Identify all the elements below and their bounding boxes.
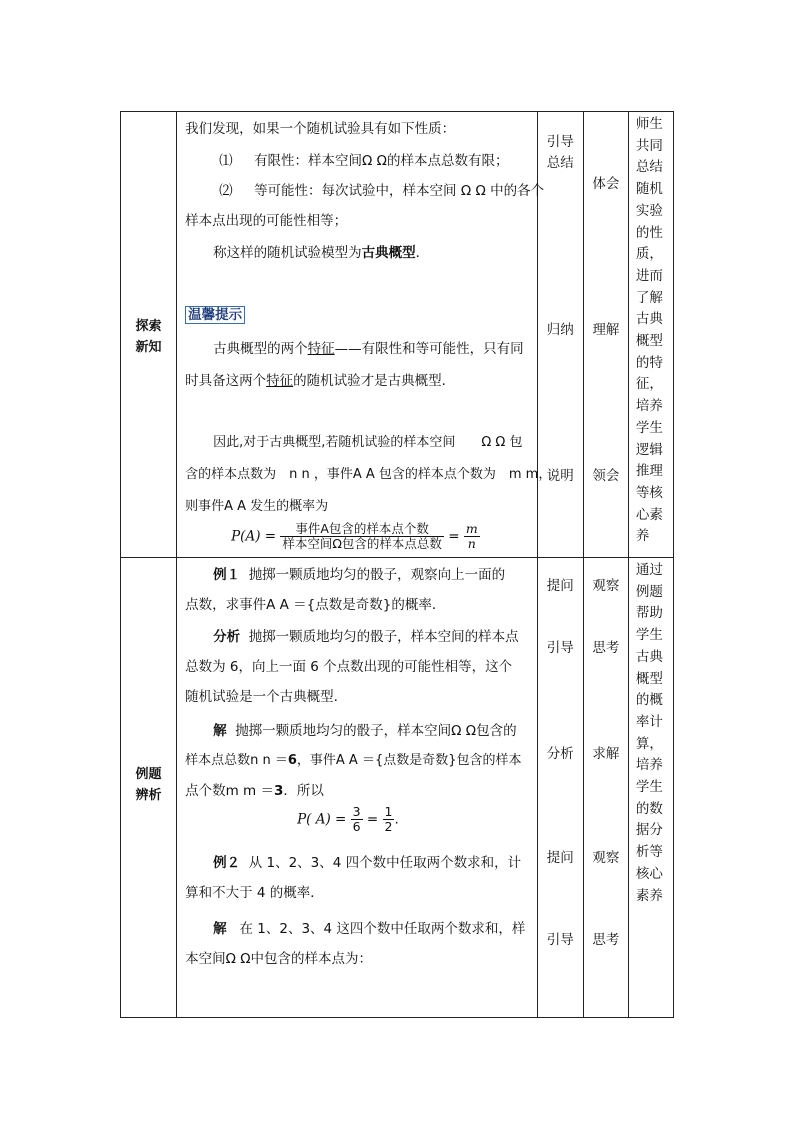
section-label: 探索 新知 xyxy=(135,319,162,355)
paragraph: 我们发现，如果一个随机试验具有如下性质： xyxy=(185,121,456,137)
analysis-label: 分析 xyxy=(213,629,241,645)
teacher-activity-cell: 提问 引导 分析 提问 引导 xyxy=(537,558,583,1018)
tip-text: 古典概型的两个特征——有限性和等可能性，只有同 xyxy=(213,341,524,357)
section-label: 例题 辨析 xyxy=(135,767,162,803)
content-cell xyxy=(177,558,538,1018)
solution-label: 解 xyxy=(213,921,227,937)
formula-fraction: $\frac{\text{事件A包含的样本点个数}}{\text{样本空间Ω包含的样本点总数}}$ xyxy=(282,521,442,551)
design-intent-cell: 通过例题帮助学生古典概型的概率计算，培养学生的数据分析等核心素养 xyxy=(628,558,673,1018)
lesson-plan-table xyxy=(120,111,674,1018)
paragraph: 则事件A A 发生的概率为 xyxy=(185,499,329,514)
paragraph: 含的样本点数为 n n ，事件A A 包含的样本点个数为 m m， xyxy=(185,467,552,482)
list-item: ⑵ 等可能性：每次试验中，样本空间 Ω Ω 中的各个 xyxy=(219,183,545,199)
list-item-continuation: 样本点出现的可能性相等； xyxy=(185,213,348,229)
example-2: 例２ 从 1、2、3、4 四个数中任取两个数求和，计 xyxy=(213,855,522,871)
tip-box xyxy=(185,306,245,324)
probability-formula: P(A) = $\frac{\text{事件A包含的样本点个数}}{\text{样本空间Ω包含的样本点总数}}$ = $\frac{m}{n}$ xyxy=(231,521,478,551)
analysis-cont: 总数为 6，向上一面 6 个点数出现的可能性相等，这个 xyxy=(185,659,513,675)
solution-cont: 点个数m m ＝3．所以 xyxy=(185,783,324,799)
solution-label: 解 xyxy=(213,723,227,739)
list-marker: ⑵ xyxy=(219,183,233,199)
section-label-cell xyxy=(121,558,177,1018)
design-intent-cell: 师生共同总结随机实验的性质，进而了解古典概型的特征，培养学生逻辑推理等核心素养 xyxy=(628,112,673,558)
formula-fraction: $\frac{m}{n}$ xyxy=(465,521,478,551)
section-label-cell xyxy=(121,112,177,558)
example-label: 例２ xyxy=(213,855,241,871)
teacher-activity-cell: 引导总结 归纳 说明 xyxy=(537,112,583,558)
example-label: 例１ xyxy=(213,567,241,583)
tip-label: 温馨提示 xyxy=(185,306,245,324)
solution-2: 解 在 1、2、3、4 这四个数中任取两个数求和，样 xyxy=(213,921,526,937)
example-2-cont: 算和不大于 4 的概率． xyxy=(185,885,324,901)
content-cell xyxy=(177,112,552,558)
analysis-cont: 随机试验是一个古典概型． xyxy=(185,689,348,705)
section-explore xyxy=(121,112,674,558)
solution-2-cont: 本空间Ω Ω中包含的样本点为： xyxy=(185,951,373,967)
paragraph: 因此,对于古典概型,若随机试验的样本空间 Ω Ω 包 xyxy=(213,435,523,450)
solution-cont: 样本点总数n n ＝6，事件A A ＝{点数是奇数}包含的样本 xyxy=(185,753,522,768)
example-1-cont: 点数，求事件A A ＝{点数是奇数}的概率． xyxy=(185,597,446,613)
list-marker: ⑴ xyxy=(219,153,233,169)
result-fraction: $\frac{3}{6}$ xyxy=(352,804,361,834)
definition-paragraph: 称这样的随机试验模型为古典概型． xyxy=(213,245,430,261)
student-activity-cell: 体会 理解 领会 xyxy=(583,112,628,558)
example-1: 例１ 抛掷一颗质地均匀的骰子，观察向上一面的 xyxy=(213,567,506,583)
section-examples xyxy=(121,558,674,1018)
solution: 解 抛掷一颗质地均匀的骰子，样本空间Ω Ω包含的 xyxy=(213,723,517,739)
term-classical-model: 古典概型 xyxy=(361,245,416,261)
probability-result: P( A) = $\frac{3}{6}$ = $\frac{1}{2}$ . xyxy=(297,804,399,834)
result-fraction: $\frac{1}{2}$ xyxy=(384,804,393,834)
analysis: 分析 抛掷一颗质地均匀的骰子，样本空间的样本点 xyxy=(213,629,519,645)
list-item: ⑴ 有限性：样本空间Ω Ω的样本点总数有限； xyxy=(219,153,509,169)
student-activity-cell: 观察 思考 求解 观察 思考 xyxy=(583,558,628,1018)
tip-text: 时具备这两个特征的随机试验才是古典概型． xyxy=(185,373,456,389)
